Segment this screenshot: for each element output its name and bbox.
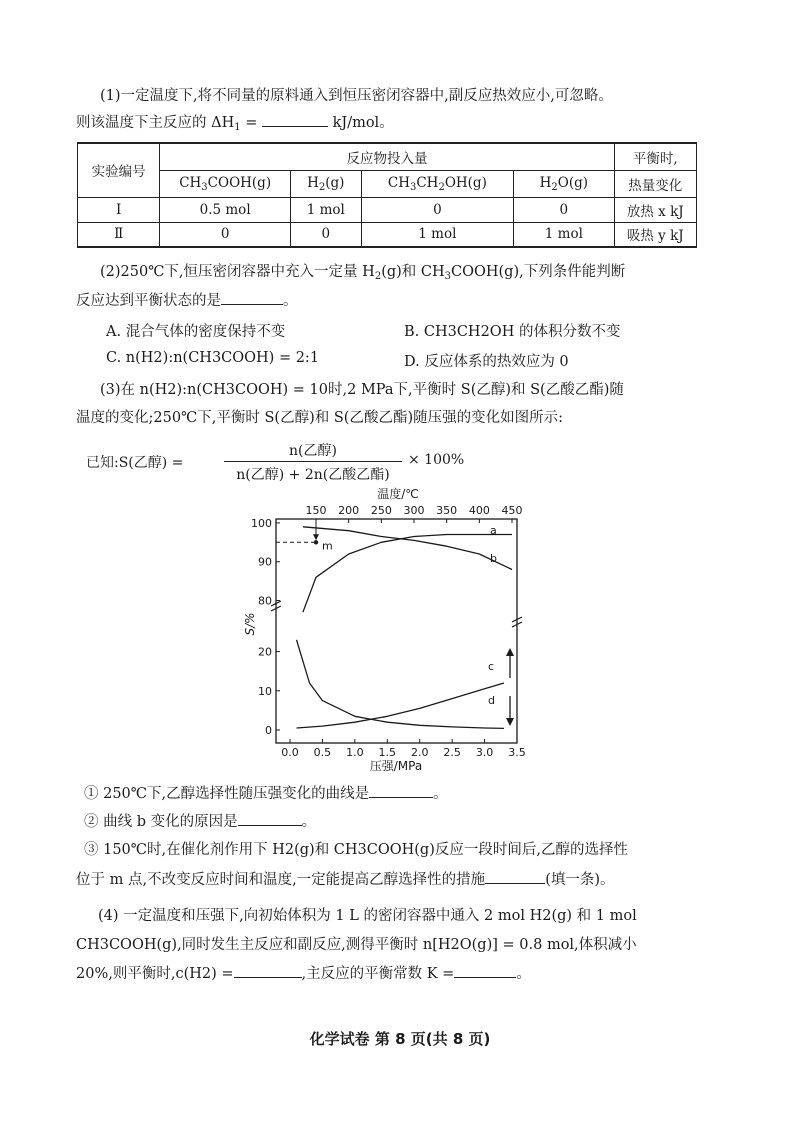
arrow-down-icon [506, 718, 514, 726]
left-tick-label: 90 [258, 555, 272, 569]
row2-id: Ⅱ [78, 222, 160, 247]
q3-sub3-line2-a: 位于 m 点,不改变反应时间和温度,一定能提高乙醇选择性的措施 [76, 872, 486, 888]
formula-suffix: × 100% [408, 452, 465, 468]
chart-frame [276, 519, 517, 743]
q1-answer-blank[interactable] [262, 112, 328, 127]
q2-line2-text: 反应达到平衡状态的是 [76, 293, 221, 309]
q4-concentration-blank[interactable] [234, 963, 302, 978]
q3-sub3-line2-b: (填一条)。 [545, 872, 615, 888]
left-tick-label: 20 [258, 645, 272, 659]
left-tick-label: 10 [258, 684, 272, 698]
row2-heat: 吸热 y kJ [614, 222, 696, 247]
point-m-marker [314, 540, 318, 544]
page-footer: 化学试卷 第 8 页(共 8 页) [309, 1030, 491, 1048]
q2-line1: (2)250℃下,恒压密闭容器中充入一定量 $H_2(g)$和 $CH_3COOH(g)$,下列条件能判断 [100, 264, 626, 282]
header-balance-2: 热量变化 [614, 170, 696, 197]
bottom-tick-label: 1.0 [346, 746, 364, 759]
q1-line2 [76, 112, 394, 138]
q4-line3-a: 20%,则平衡时,c(H2) = [76, 966, 234, 982]
q2-option-d: D. 反应体系的热效应为 0 [404, 354, 569, 370]
curve-label-d: d [488, 694, 495, 707]
table-row [78, 222, 697, 247]
row1-ch3cooh: 0.5 mol [160, 197, 291, 222]
q2-answer-blank[interactable] [221, 290, 283, 305]
q2-option-a: A. 混合气体的密度保持不变 [106, 324, 286, 340]
q1-delta-h-sub: 1 [234, 122, 241, 133]
q4-k-blank[interactable] [454, 963, 516, 978]
x-axis-label: 压强/MPa [369, 759, 423, 772]
subheader-ch3cooh: $CH_3COOH(g)$ [160, 170, 291, 197]
q3-sub3-line1: ③ 150℃时,在催化剂作用下 H2(g)和 CH3COOH(g)反应一段时间后,乙醇的选择性 [84, 842, 628, 858]
row1-heat: 放热 x kJ [614, 197, 696, 222]
q2-line1-c: COOH(g),下列条件能判断 [451, 264, 626, 280]
subheader-water: $H_2O(g)$ [514, 170, 614, 197]
top-tick-label: 400 [468, 504, 490, 517]
q2-line2 [76, 290, 298, 311]
q2-line1-b: (g)和 CH [381, 264, 445, 280]
q4-line2: CH3COOH(g),同时发生主反应和副反应,测得平衡时 n[H2O(g)] = 0.8 mol,体积减小 [76, 937, 637, 953]
top-tick-label: 150 [305, 504, 327, 517]
q3-sub1-blank[interactable] [369, 783, 433, 798]
y-axis-label: S/% [243, 612, 257, 636]
curve-d [297, 640, 505, 729]
q3-sub2 [84, 811, 316, 832]
q3-sub3-blank[interactable] [485, 869, 545, 884]
row1-id: Ⅰ [78, 197, 160, 222]
q4-line1: (4) 一定温度和压强下,向初始体积为 1 L 的密闭容器中通入 2 mol H2(g) 和 1 mol [98, 908, 637, 924]
q3-sub1-text: ① 250℃下,乙醇选择性随压强变化的曲线是 [84, 786, 370, 802]
left-tick-label: 80 [258, 594, 272, 608]
experiment-table [77, 142, 697, 248]
curve-label-c: c [488, 660, 495, 673]
q3-sub2-text: ② 曲线 b 变化的原因是 [84, 814, 238, 830]
left-tick-label: 0 [265, 724, 272, 737]
q4-line3-b: ,主反应的平衡常数 K = [301, 966, 455, 982]
q1-line1: (1)一定温度下,将不同量的原料通入到恒压密闭容器中,副反应热效应小,可忽略。 [100, 88, 613, 104]
top-tick-label: 450 [501, 504, 523, 517]
formula-denominator: n(乙醇) + 2n(乙酸乙酯) [236, 467, 390, 483]
row2-ch3cooh: 0 [160, 222, 291, 247]
row2-water: 1 mol [514, 222, 614, 247]
curve-b [303, 535, 512, 613]
table-row [78, 197, 697, 222]
curve-c [297, 683, 505, 728]
q4-line3-c: 。 [516, 966, 531, 982]
curve-label-b: b [490, 552, 497, 565]
top-axis-label: 温度/℃ [377, 487, 419, 501]
formula-prefix: 已知:S(乙醇) = [86, 455, 184, 471]
bottom-tick-label: 3.0 [475, 746, 494, 759]
q3-sub2-blank[interactable] [238, 811, 302, 826]
subheader-h2: $H_2(g)$ [290, 170, 361, 197]
selectivity-chart [240, 482, 540, 772]
point-m-label: m [322, 539, 333, 553]
bottom-tick-label: 2.0 [410, 746, 429, 759]
row1-ethanol: 0 [361, 197, 513, 222]
row1-h2: 1 mol [290, 197, 361, 222]
bottom-tick-label: 2.5 [443, 746, 461, 759]
formula-numerator: n(乙醇) [224, 440, 402, 462]
header-exp-id: 实验编号 [78, 143, 160, 197]
q3-sub3-line2 [76, 869, 615, 890]
q1-unit: kJ/mol。 [327, 115, 394, 131]
q3-line2: 温度的变化;250℃下,平衡时 S(乙醇)和 S(乙酸乙酯)随压强的变化如图所示: [76, 410, 563, 426]
header-reactants: 反应物投入量 [160, 143, 614, 170]
row1-water: 0 [514, 197, 614, 222]
left-tick-label: 100 [251, 516, 272, 530]
bottom-tick-label: 0.0 [281, 746, 299, 759]
arrow-up-icon [506, 648, 514, 656]
bottom-tick-label: 3.5 [508, 746, 526, 759]
subheader-ethanol: $CH_3CH_2OH(g)$ [361, 170, 513, 197]
q2-line1-a: (2)250℃下,恒压密闭容器中充入一定量 H [100, 264, 375, 280]
top-tick-label: 200 [338, 504, 360, 517]
q1-equals: = [240, 115, 262, 131]
q3-sub2-end: 。 [301, 814, 317, 830]
q4-line3 [76, 963, 531, 984]
curve-a [303, 527, 512, 570]
top-tick-label: 250 [370, 504, 392, 517]
q2-option-b: B. CH3CH2OH 的体积分数不变 [404, 324, 621, 340]
point-m-arrow-head [313, 534, 319, 540]
q2-line2-end: 。 [283, 293, 298, 309]
q3-line1: (3)在 n(H2):n(CH3COOH) = 10时,2 MPa下,平衡时 S(乙醇)和 S(乙酸乙酯)随 [100, 382, 624, 398]
curve-label-a: a [490, 524, 497, 537]
formula-fraction [224, 440, 402, 484]
top-tick-label: 300 [403, 504, 425, 517]
q2-option-c: C. n(H2):n(CH3COOH) = 2:1 [106, 350, 320, 366]
bottom-tick-label: 0.5 [313, 746, 332, 759]
q3-sub1-end: 。 [433, 786, 448, 802]
row2-ethanol: 1 mol [361, 222, 513, 247]
q3-sub1 [84, 783, 448, 804]
header-balance-1: 平衡时, [614, 143, 696, 170]
q1-delta-h: 则该温度下主反应的 ΔH [76, 115, 235, 131]
bottom-tick-label: 1.5 [378, 746, 397, 759]
top-tick-label: 350 [436, 504, 458, 517]
row2-h2: 0 [290, 222, 361, 247]
